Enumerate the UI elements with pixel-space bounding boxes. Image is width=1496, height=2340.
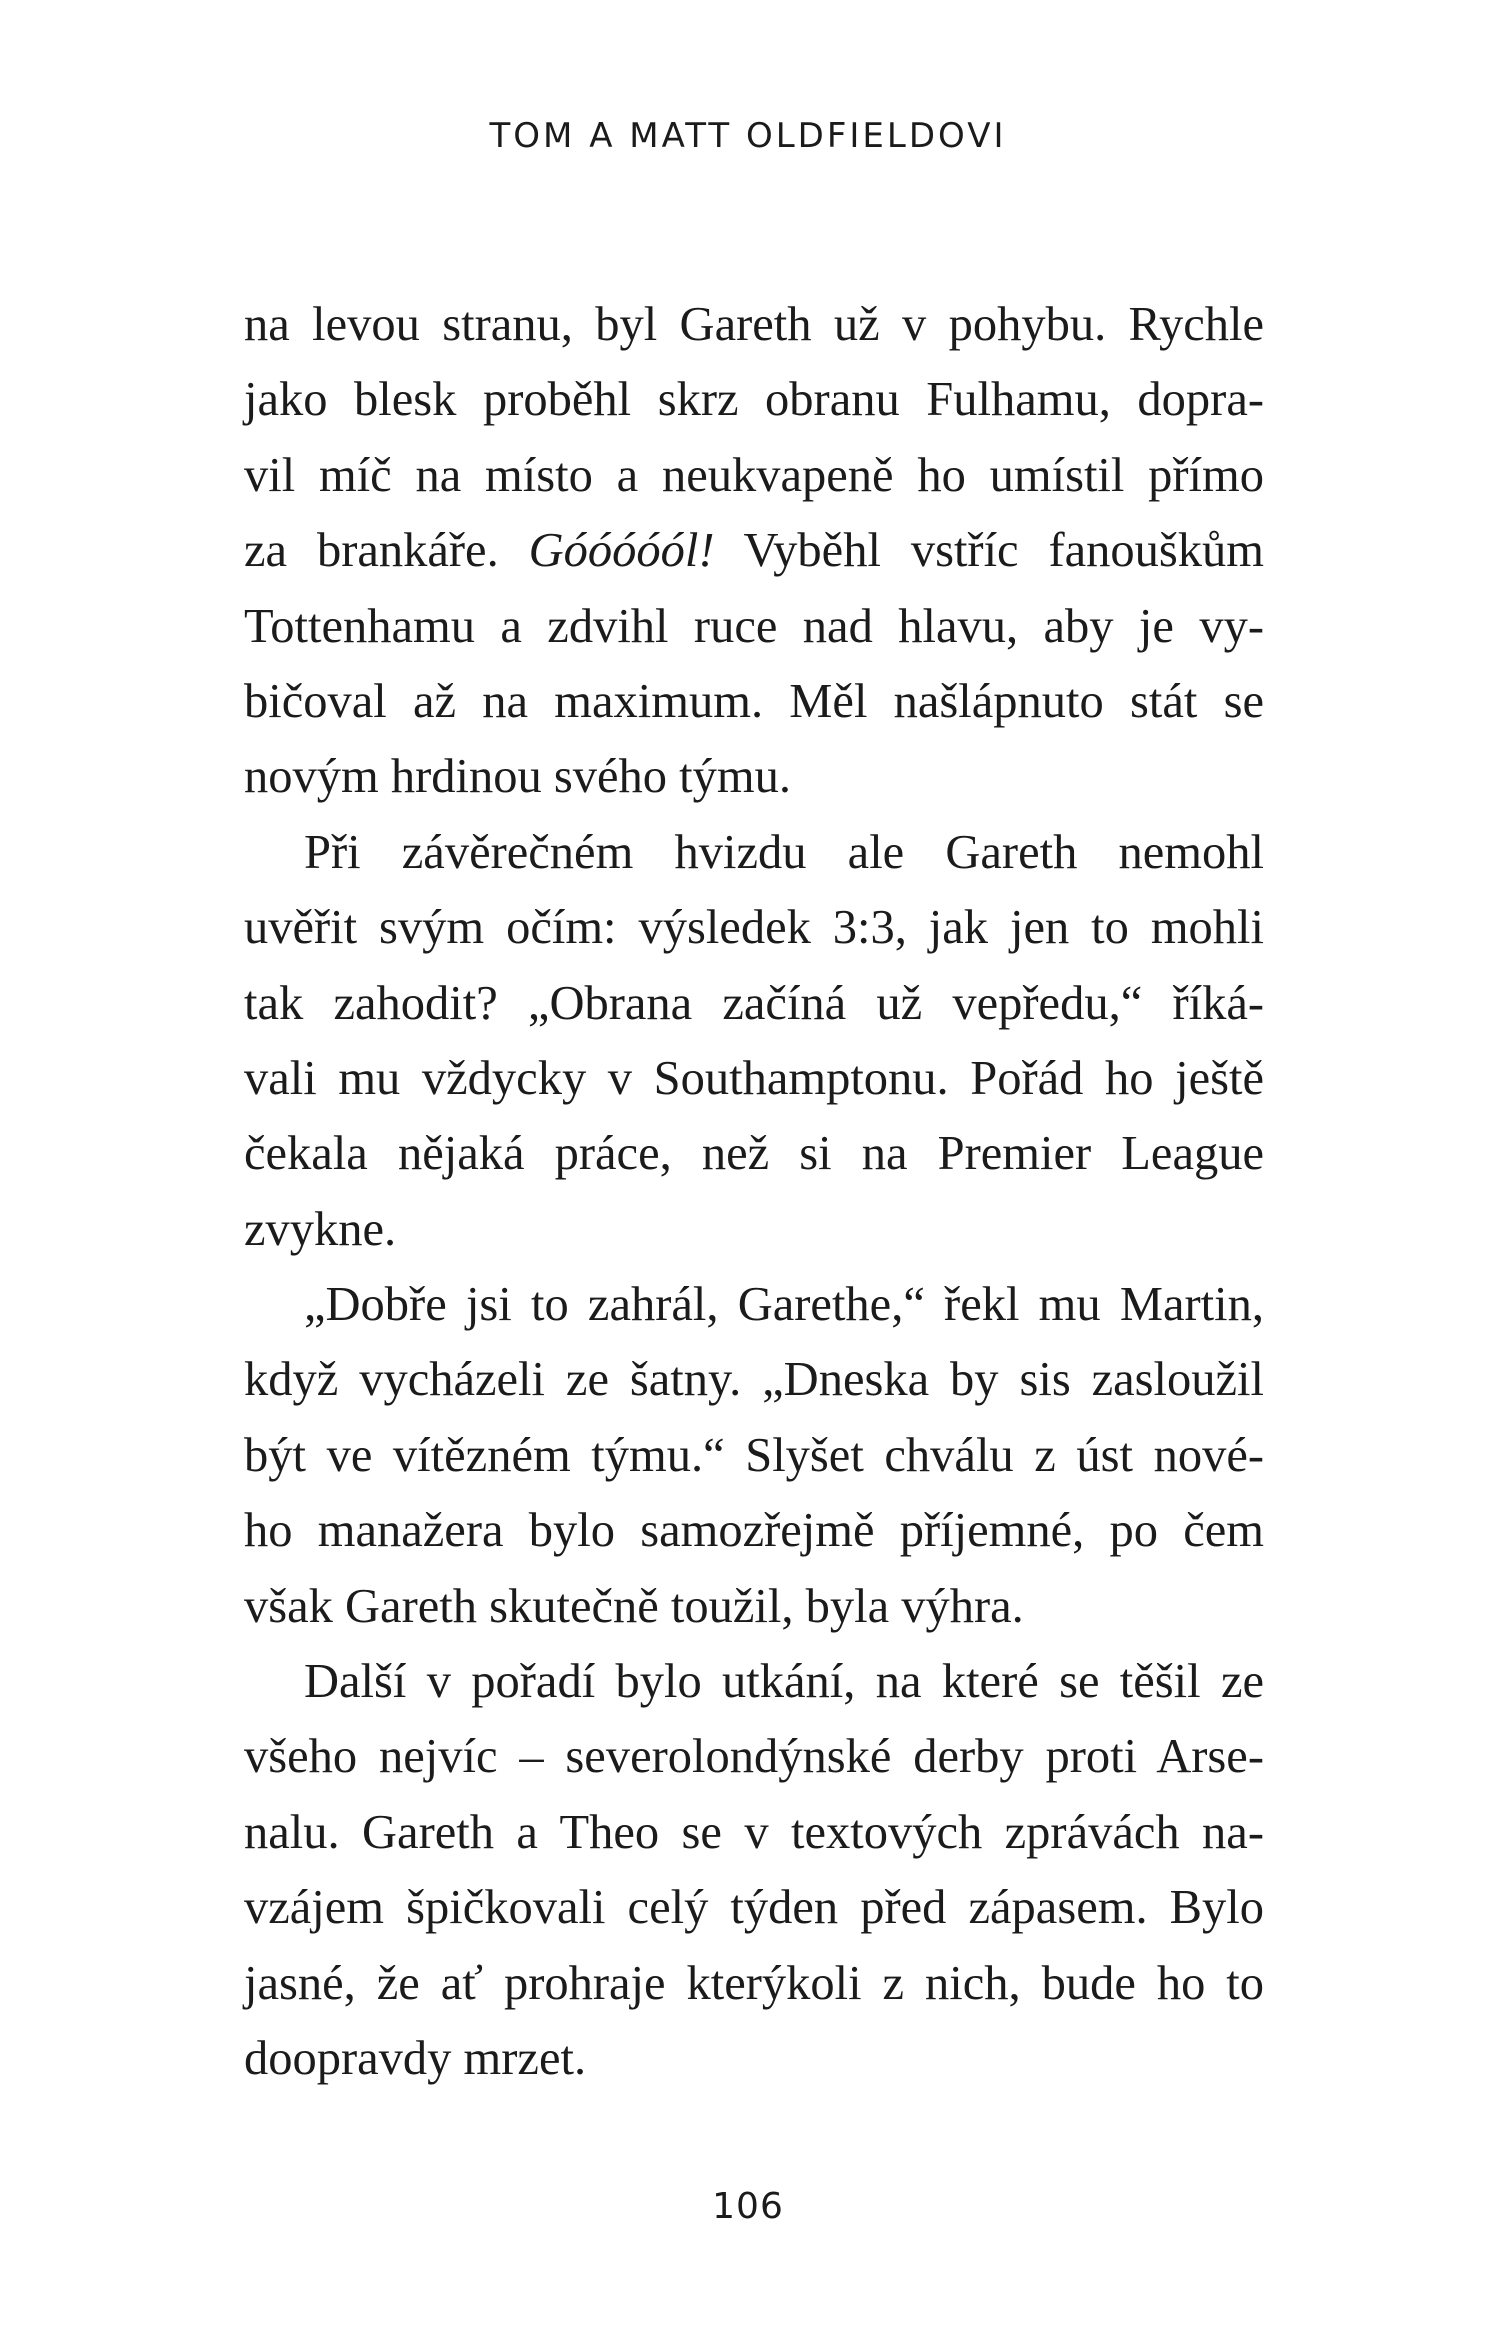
page-number: 106	[712, 2186, 784, 2227]
paragraph-4-line-4: vzájem špičkovali celý týden před zápasem. Bylo	[244, 1881, 1264, 1935]
paragraph-2-line-1: Při závěrečném hvizdu ale Gareth nemohl	[304, 825, 1264, 879]
paragraph-1-line-6: bičoval až na maximum. Měl našlápnuto stát se	[244, 674, 1264, 728]
paragraph-2-line-3: tak zahodit? „Obrana začíná už vepředu,“ říká-	[244, 976, 1264, 1030]
line-4-text-after: Vyběhl vstříc fanouškům	[714, 524, 1264, 578]
paragraph-4-line-2: všeho nejvíc – severolondýnské derby proti Arse-	[244, 1730, 1264, 1784]
paragraph-1-line-2: jako blesk proběhl skrz obranu Fulhamu, dopra-	[244, 373, 1264, 427]
paragraph-2-line-4: vali mu vždycky v Southamptonu. Pořád ho ještě	[244, 1051, 1264, 1105]
paragraph-2-line-5: čekala nějaká práce, než si na Premier League	[244, 1127, 1264, 1181]
paragraph-3-line-4: ho manažera bylo samozřejmě příjemné, po čem	[244, 1504, 1264, 1558]
paragraph-1-line-7: novým hrdinou svého týmu.	[244, 750, 791, 804]
paragraph-2-line-6: zvykne.	[244, 1202, 397, 1256]
paragraph-4-line-3: nalu. Gareth a Theo se v textových zprávách na-	[244, 1805, 1264, 1859]
paragraph-1-line-1: na levou stranu, byl Gareth už v pohybu. Rychle	[244, 298, 1264, 351]
paragraph-3-line-3: být ve vítězném týmu.“ Slyšet chválu z úst nové-	[244, 1428, 1264, 1482]
line-4-text-before: za brankáře.	[244, 524, 529, 578]
paragraph-2-line-2: uvěřit svým očím: výsledek 3:3, jak jen to mohli	[244, 901, 1264, 955]
paragraph-3-line-1: „Dobře jsi to zahrál, Garethe,“ řekl mu Martin,	[304, 1278, 1264, 1332]
paragraph-4-line-5: jasné, že ať prohraje kterýkoli z nich, bude ho to	[244, 1956, 1264, 2010]
goal-exclamation: Góóóóól!	[528, 524, 715, 578]
body-text	[244, 287, 1264, 2096]
paragraph-3-line-2: když vycházeli ze šatny. „Dneska by sis zasloužil	[244, 1353, 1264, 1407]
paragraph-1-line-5: Tottenhamu a zdvihl ruce nad hlavu, aby je vy-	[244, 599, 1264, 653]
paragraph-4-line-1: Další v pořadí bylo utkání, na které se těšil ze	[304, 1655, 1264, 1709]
paragraph-1-line-3: vil míč na místo a neukvapeně ho umístil přímo	[244, 448, 1264, 502]
paragraph-1-line-4	[244, 513, 1264, 588]
paragraph-4-line-6: doopravdy mrzet.	[244, 2031, 587, 2085]
paragraph-3-line-5: však Gareth skutečně toužil, byla výhra.	[244, 1579, 1024, 1633]
running-header: TOM A MATT OLDFIELDOVI	[489, 116, 1007, 156]
